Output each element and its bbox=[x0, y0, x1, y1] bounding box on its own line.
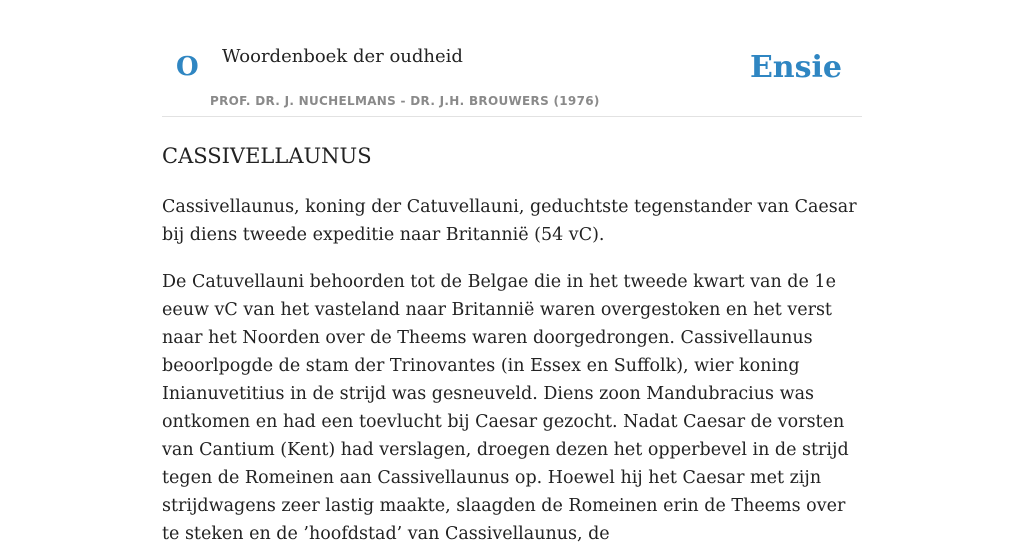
entry-paragraph: De Catuvellauni behoorden tot de Belgae die in het tweede kwart van de 1e eeuw vC van het vasteland naar Britannië waren overgestoken en het verst naar het Noorden over de Theems waren doorgedrongen. Cassivellaunus beoorlpogde de stam der Trinovantes (in Essex en Suffolk), wier koning Inianuvetitius in de strijd was gesneuveld. Diens zoon Mandubracius was ontkomen en had een toevlucht bij Caesar gezocht. Nadat Caesar de vorsten van Cantium (Kent) had verslagen, droegen dezen het opperbevel in de strijd tegen de Romeinen aan Cassivellaunus op. Hoewel hij het Caesar met zijn strijdwagens zeer lastig maakte, slaagden de Romeinen erin de Theems over te steken en de ’hoofdstad’ van Cassivellaunus, de bbox=[162, 272, 849, 544]
entry-paragraph: Cassivellaunus, koning der Catuvellauni, geduchtste tegenstander van Caesar bij diens tweede expeditie naar Britannië (54 vC). bbox=[162, 197, 857, 245]
entry-title: CASSIVELLAUNUS bbox=[162, 144, 372, 168]
book-title[interactable]: Woordenboek der oudheid bbox=[222, 46, 463, 67]
header bbox=[162, 0, 862, 117]
index-letter[interactable]: O bbox=[176, 52, 199, 82]
book-authors: PROF. DR. J. NUCHELMANS - DR. J.H. BROUWERS (1976) bbox=[210, 94, 600, 108]
brand-logo[interactable]: Ensie bbox=[749, 50, 842, 85]
page bbox=[162, 0, 862, 548]
